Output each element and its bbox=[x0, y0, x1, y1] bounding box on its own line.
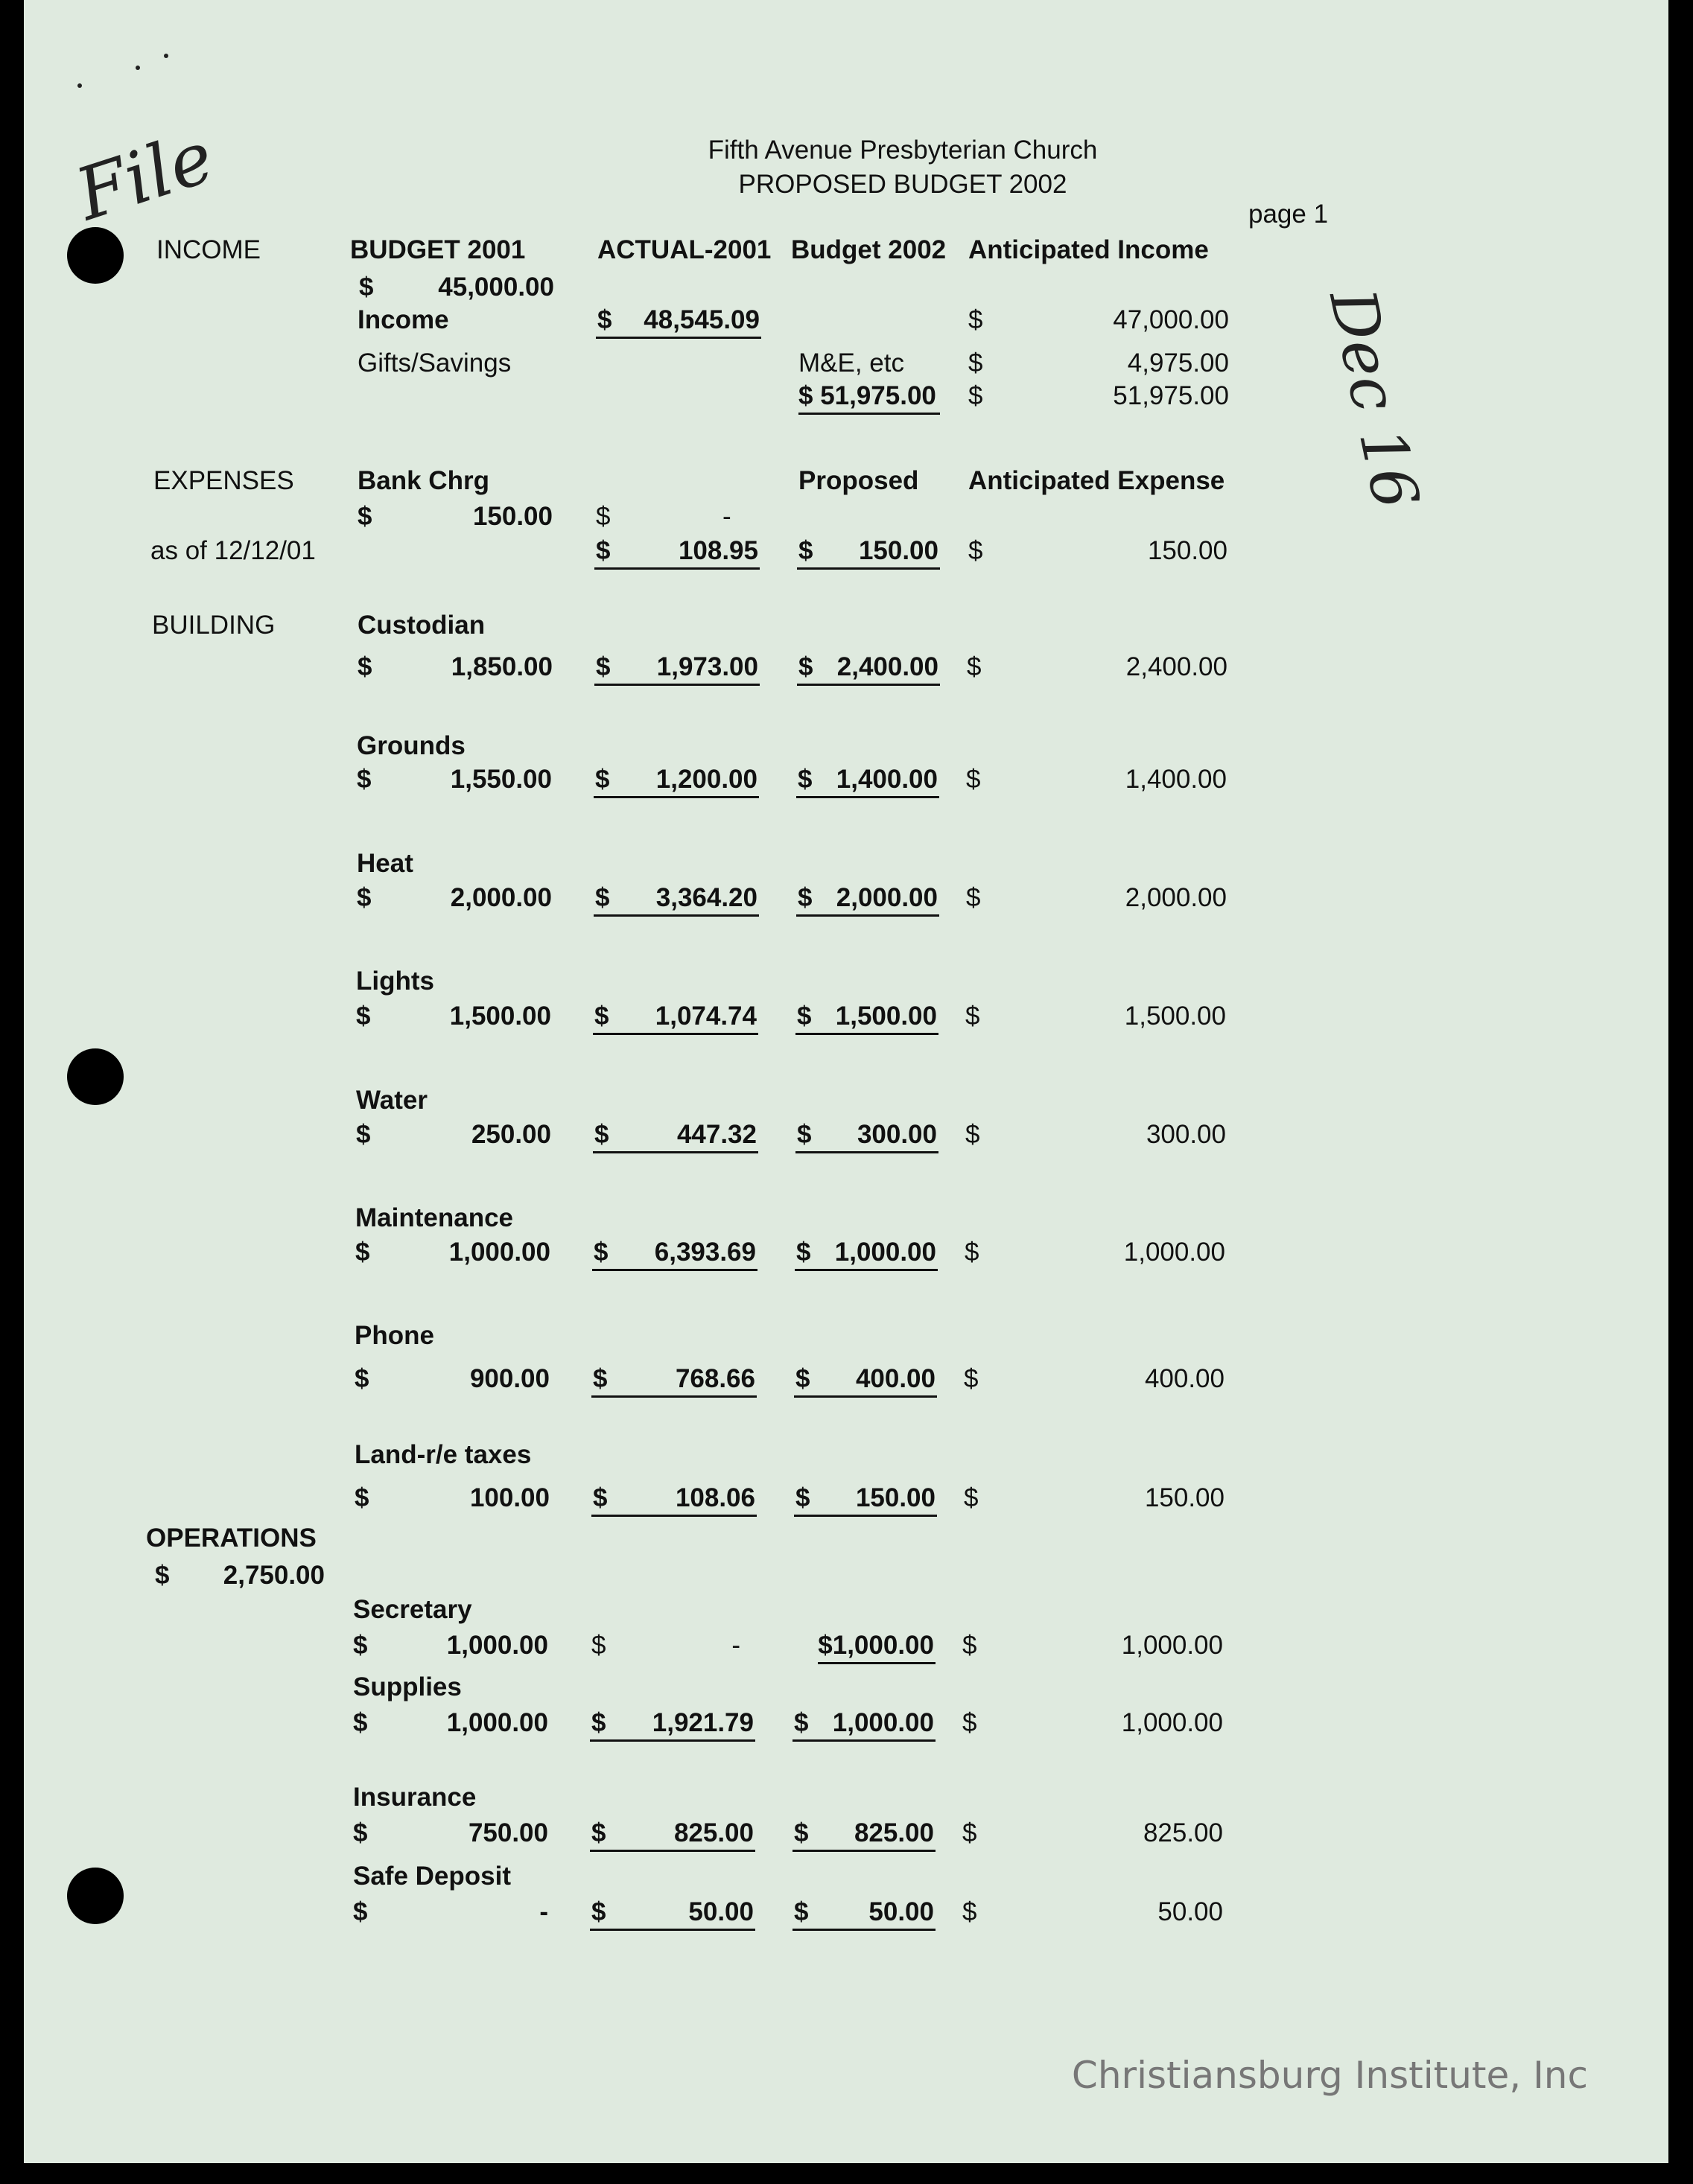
currency-sign: $ bbox=[356, 1002, 371, 1031]
doc-title: PROPOSED BUDGET 2002 bbox=[738, 170, 1067, 199]
underline bbox=[593, 1033, 758, 1035]
underline bbox=[795, 1033, 938, 1035]
me-etc-label: M&E, etc bbox=[798, 348, 904, 378]
row-name: Supplies bbox=[353, 1672, 462, 1701]
row-anticipated: 400.00 bbox=[1144, 1364, 1225, 1393]
underline bbox=[593, 1151, 758, 1153]
row-actual-2001: 1,921.79 bbox=[652, 1708, 754, 1737]
col-anticipated-expense: Anticipated Expense bbox=[968, 466, 1225, 495]
currency-sign: $ bbox=[596, 502, 611, 531]
underline bbox=[596, 337, 761, 339]
currency-sign: $ bbox=[962, 1897, 977, 1926]
underline bbox=[792, 1929, 936, 1931]
currency-sign: $ bbox=[591, 1818, 606, 1847]
underline bbox=[798, 413, 940, 415]
currency-sign: $ bbox=[964, 1483, 979, 1512]
row-anticipated: 50.00 bbox=[1157, 1897, 1223, 1926]
operations-amount: 2,750.00 bbox=[223, 1561, 325, 1590]
gifts-savings-label: Gifts/Savings bbox=[358, 348, 512, 378]
expenses-section-label: EXPENSES bbox=[153, 466, 294, 495]
handwritten-note-date: Dec 16 bbox=[1315, 283, 1433, 515]
currency-sign: $ bbox=[593, 1364, 608, 1393]
currency-sign: $ bbox=[593, 1483, 608, 1512]
row-proposed-2002: 300.00 bbox=[857, 1120, 937, 1149]
speck-mark bbox=[164, 54, 168, 58]
currency-sign: $ bbox=[155, 1561, 170, 1590]
underline bbox=[818, 1662, 936, 1664]
col-budget-2001: BUDGET 2001 bbox=[350, 235, 526, 264]
underline bbox=[794, 1515, 937, 1517]
row-actual-2001: 825.00 bbox=[673, 1818, 754, 1847]
row-name: Heat bbox=[357, 849, 413, 878]
row-name: Land-r/e taxes bbox=[355, 1440, 532, 1469]
currency-sign: $ bbox=[597, 305, 612, 334]
currency-sign: $ bbox=[591, 1708, 606, 1737]
currency-sign: $ bbox=[356, 1120, 371, 1149]
row-proposed-2002: 1,500.00 bbox=[835, 1002, 937, 1031]
income-section-label: INCOME bbox=[156, 235, 261, 264]
bank-proposed: 150.00 bbox=[858, 536, 938, 565]
currency-sign: $ bbox=[797, 1002, 812, 1031]
bank-actual-2001: 108.95 bbox=[678, 536, 758, 565]
underline bbox=[590, 1739, 755, 1742]
row-proposed-2002: 825.00 bbox=[854, 1818, 934, 1847]
currency-sign: $ bbox=[795, 1364, 810, 1393]
currency-sign: $ bbox=[794, 1897, 809, 1926]
currency-sign: $ bbox=[798, 883, 813, 912]
currency-sign: $ bbox=[355, 1238, 370, 1267]
underline bbox=[794, 1395, 937, 1398]
row-budget-2001: 1,000.00 bbox=[446, 1708, 548, 1737]
row-proposed-2002: 1,000.00 bbox=[834, 1238, 936, 1267]
currency-sign: $ bbox=[968, 348, 983, 378]
punch-hole bbox=[67, 1048, 124, 1105]
speck-mark bbox=[77, 83, 82, 88]
underline bbox=[797, 567, 940, 570]
row-anticipated: 1,500.00 bbox=[1124, 1002, 1226, 1031]
row-budget-2001: 1,850.00 bbox=[451, 652, 553, 681]
row-budget-2001: 100.00 bbox=[469, 1483, 550, 1512]
row-name: Safe Deposit bbox=[353, 1862, 511, 1891]
row-anticipated: 1,000.00 bbox=[1121, 1631, 1223, 1660]
income-anticipated-total: 51,975.00 bbox=[1113, 381, 1229, 410]
currency-sign: $ bbox=[591, 1897, 606, 1926]
row-actual-2001: 108.06 bbox=[675, 1483, 755, 1512]
underline bbox=[797, 684, 940, 686]
row-proposed-2002: 2,000.00 bbox=[836, 883, 938, 912]
currency-sign: $ bbox=[355, 1483, 369, 1512]
currency-sign: $ bbox=[353, 1708, 368, 1737]
row-anticipated: 825.00 bbox=[1143, 1818, 1223, 1847]
page-number: page 1 bbox=[1248, 200, 1329, 229]
currency-sign: $ bbox=[594, 1002, 609, 1031]
row-budget-2001: 1,550.00 bbox=[450, 765, 552, 794]
operations-section-label: OPERATIONS bbox=[146, 1524, 317, 1553]
row-name: Lights bbox=[356, 967, 434, 996]
income-anticipated-1: 47,000.00 bbox=[1113, 305, 1229, 334]
building-section-label: BUILDING bbox=[152, 611, 276, 640]
row-name: Custodian bbox=[358, 611, 486, 640]
underline bbox=[590, 1850, 755, 1852]
currency-sign: $ bbox=[966, 765, 981, 794]
currency-sign: $ bbox=[794, 1818, 809, 1847]
currency-sign: $ bbox=[965, 1238, 979, 1267]
currency-sign: $ bbox=[965, 1002, 980, 1031]
row-proposed-2002: 1,000.00 bbox=[832, 1708, 934, 1737]
currency-sign: $ bbox=[595, 883, 610, 912]
currency-sign: $ bbox=[353, 1897, 368, 1926]
underline bbox=[594, 684, 760, 686]
row-proposed-2002: 50.00 bbox=[868, 1897, 934, 1926]
currency-sign: $ bbox=[798, 652, 813, 681]
currency-sign: $ bbox=[798, 536, 813, 565]
income-actual-2001: 48,545.09 bbox=[644, 305, 760, 334]
currency-sign: $ bbox=[591, 1631, 606, 1660]
income-anticipated-2: 4,975.00 bbox=[1127, 348, 1229, 378]
bank-charge-label: Bank Chrg bbox=[358, 466, 489, 495]
org-name: Fifth Avenue Presbyterian Church bbox=[708, 136, 1098, 165]
row-anticipated: 150.00 bbox=[1144, 1483, 1225, 1512]
row-actual-2001: 6,393.69 bbox=[654, 1238, 756, 1267]
currency-sign: $ bbox=[794, 1708, 809, 1737]
row-actual-2001: 1,074.74 bbox=[655, 1002, 757, 1031]
row-actual-2001: 1,200.00 bbox=[655, 765, 757, 794]
currency-sign: $ bbox=[594, 1238, 609, 1267]
row-anticipated: 1,000.00 bbox=[1123, 1238, 1225, 1267]
row-anticipated: 300.00 bbox=[1146, 1120, 1226, 1149]
row-budget-2001: 1,000.00 bbox=[448, 1238, 550, 1267]
underline bbox=[796, 796, 939, 798]
bank-budget-2001: 150.00 bbox=[472, 502, 553, 531]
currency-sign: $ bbox=[596, 536, 611, 565]
currency-sign: $ bbox=[968, 381, 983, 410]
speck-mark bbox=[136, 66, 140, 70]
row-actual-2001: 50.00 bbox=[688, 1897, 754, 1926]
row-proposed-2002: 400.00 bbox=[855, 1364, 936, 1393]
currency-sign: $ bbox=[795, 1483, 810, 1512]
row-anticipated: 1,400.00 bbox=[1125, 765, 1227, 794]
income-label: Income bbox=[358, 305, 449, 334]
underline bbox=[796, 914, 939, 917]
currency-sign: $ bbox=[596, 652, 611, 681]
row-proposed-2002: 2,400.00 bbox=[836, 652, 938, 681]
row-actual-2001: - bbox=[731, 1631, 740, 1660]
bank-actual-dash: - bbox=[722, 502, 731, 531]
currency-sign: $ bbox=[798, 765, 813, 794]
currency-sign: $ bbox=[595, 765, 610, 794]
underline bbox=[795, 1269, 938, 1271]
row-budget-2001: 750.00 bbox=[468, 1818, 548, 1847]
underline bbox=[594, 567, 760, 570]
currency-sign: $ bbox=[357, 883, 372, 912]
currency-sign: $ bbox=[358, 652, 372, 681]
as-of-date: as of 12/12/01 bbox=[150, 536, 316, 565]
currency-sign: $ bbox=[968, 305, 983, 334]
row-budget-2001: 2,000.00 bbox=[450, 883, 552, 912]
row-name: Water bbox=[356, 1086, 428, 1115]
underline bbox=[795, 1151, 938, 1153]
underline bbox=[792, 1850, 936, 1852]
watermark: Christiansburg Institute, Inc bbox=[1071, 2054, 1588, 2097]
income-budget-2001: 45,000.00 bbox=[438, 273, 554, 302]
currency-sign: $ bbox=[966, 883, 981, 912]
currency-sign: $ bbox=[358, 502, 372, 531]
underline bbox=[594, 914, 759, 917]
currency-sign: $ bbox=[355, 1364, 369, 1393]
currency-sign: $ bbox=[594, 1120, 609, 1149]
row-budget-2001: - bbox=[539, 1897, 548, 1926]
row-anticipated: 2,400.00 bbox=[1125, 652, 1227, 681]
currency-sign: $ bbox=[353, 1818, 368, 1847]
col-proposed: Proposed bbox=[798, 466, 919, 495]
currency-sign: $ bbox=[968, 536, 983, 565]
row-name: Secretary bbox=[353, 1595, 472, 1624]
row-name: Grounds bbox=[357, 731, 466, 760]
currency-sign: $ bbox=[796, 1238, 811, 1267]
underline bbox=[590, 1929, 755, 1931]
row-actual-2001: 3,364.20 bbox=[655, 883, 757, 912]
row-actual-2001: 768.66 bbox=[675, 1364, 755, 1393]
currency-sign: $ bbox=[962, 1708, 977, 1737]
row-name: Insurance bbox=[353, 1783, 477, 1812]
col-anticipated-income: Anticipated Income bbox=[968, 235, 1209, 264]
col-actual-2001: ACTUAL-2001 bbox=[597, 235, 772, 264]
underline bbox=[591, 1515, 757, 1517]
currency-sign: $ bbox=[962, 1818, 977, 1847]
row-name: Maintenance bbox=[355, 1203, 513, 1232]
currency-sign: $ bbox=[353, 1631, 368, 1660]
row-actual-2001: 447.32 bbox=[676, 1120, 757, 1149]
currency-sign: $ bbox=[964, 1364, 979, 1393]
currency-sign: $ bbox=[967, 652, 982, 681]
row-budget-2001: 1,000.00 bbox=[446, 1631, 548, 1660]
row-name: Phone bbox=[355, 1321, 434, 1350]
handwritten-note-file: File bbox=[66, 115, 223, 237]
row-budget-2001: 250.00 bbox=[471, 1120, 551, 1149]
income-budget-2002-total: $ 51,975.00 bbox=[798, 381, 936, 410]
col-budget-2002: Budget 2002 bbox=[791, 235, 947, 264]
currency-sign: $ bbox=[357, 765, 372, 794]
currency-sign: $ bbox=[359, 273, 374, 302]
row-proposed-2002: 150.00 bbox=[855, 1483, 936, 1512]
row-proposed-2002: $1,000.00 bbox=[818, 1631, 934, 1660]
row-anticipated: 2,000.00 bbox=[1125, 883, 1227, 912]
row-actual-2001: 1,973.00 bbox=[656, 652, 758, 681]
row-budget-2001: 1,500.00 bbox=[449, 1002, 551, 1031]
row-proposed-2002: 1,400.00 bbox=[836, 765, 938, 794]
underline bbox=[591, 1395, 757, 1398]
bank-anticipated: 150.00 bbox=[1147, 536, 1227, 565]
currency-sign: $ bbox=[797, 1120, 812, 1149]
underline bbox=[792, 1739, 936, 1742]
punch-hole bbox=[67, 1868, 124, 1924]
row-anticipated: 1,000.00 bbox=[1121, 1708, 1223, 1737]
row-budget-2001: 900.00 bbox=[469, 1364, 550, 1393]
currency-sign: $ bbox=[965, 1120, 980, 1149]
currency-sign: $ bbox=[962, 1631, 977, 1660]
underline bbox=[594, 796, 759, 798]
underline bbox=[592, 1269, 757, 1271]
document-page bbox=[24, 0, 1668, 2163]
